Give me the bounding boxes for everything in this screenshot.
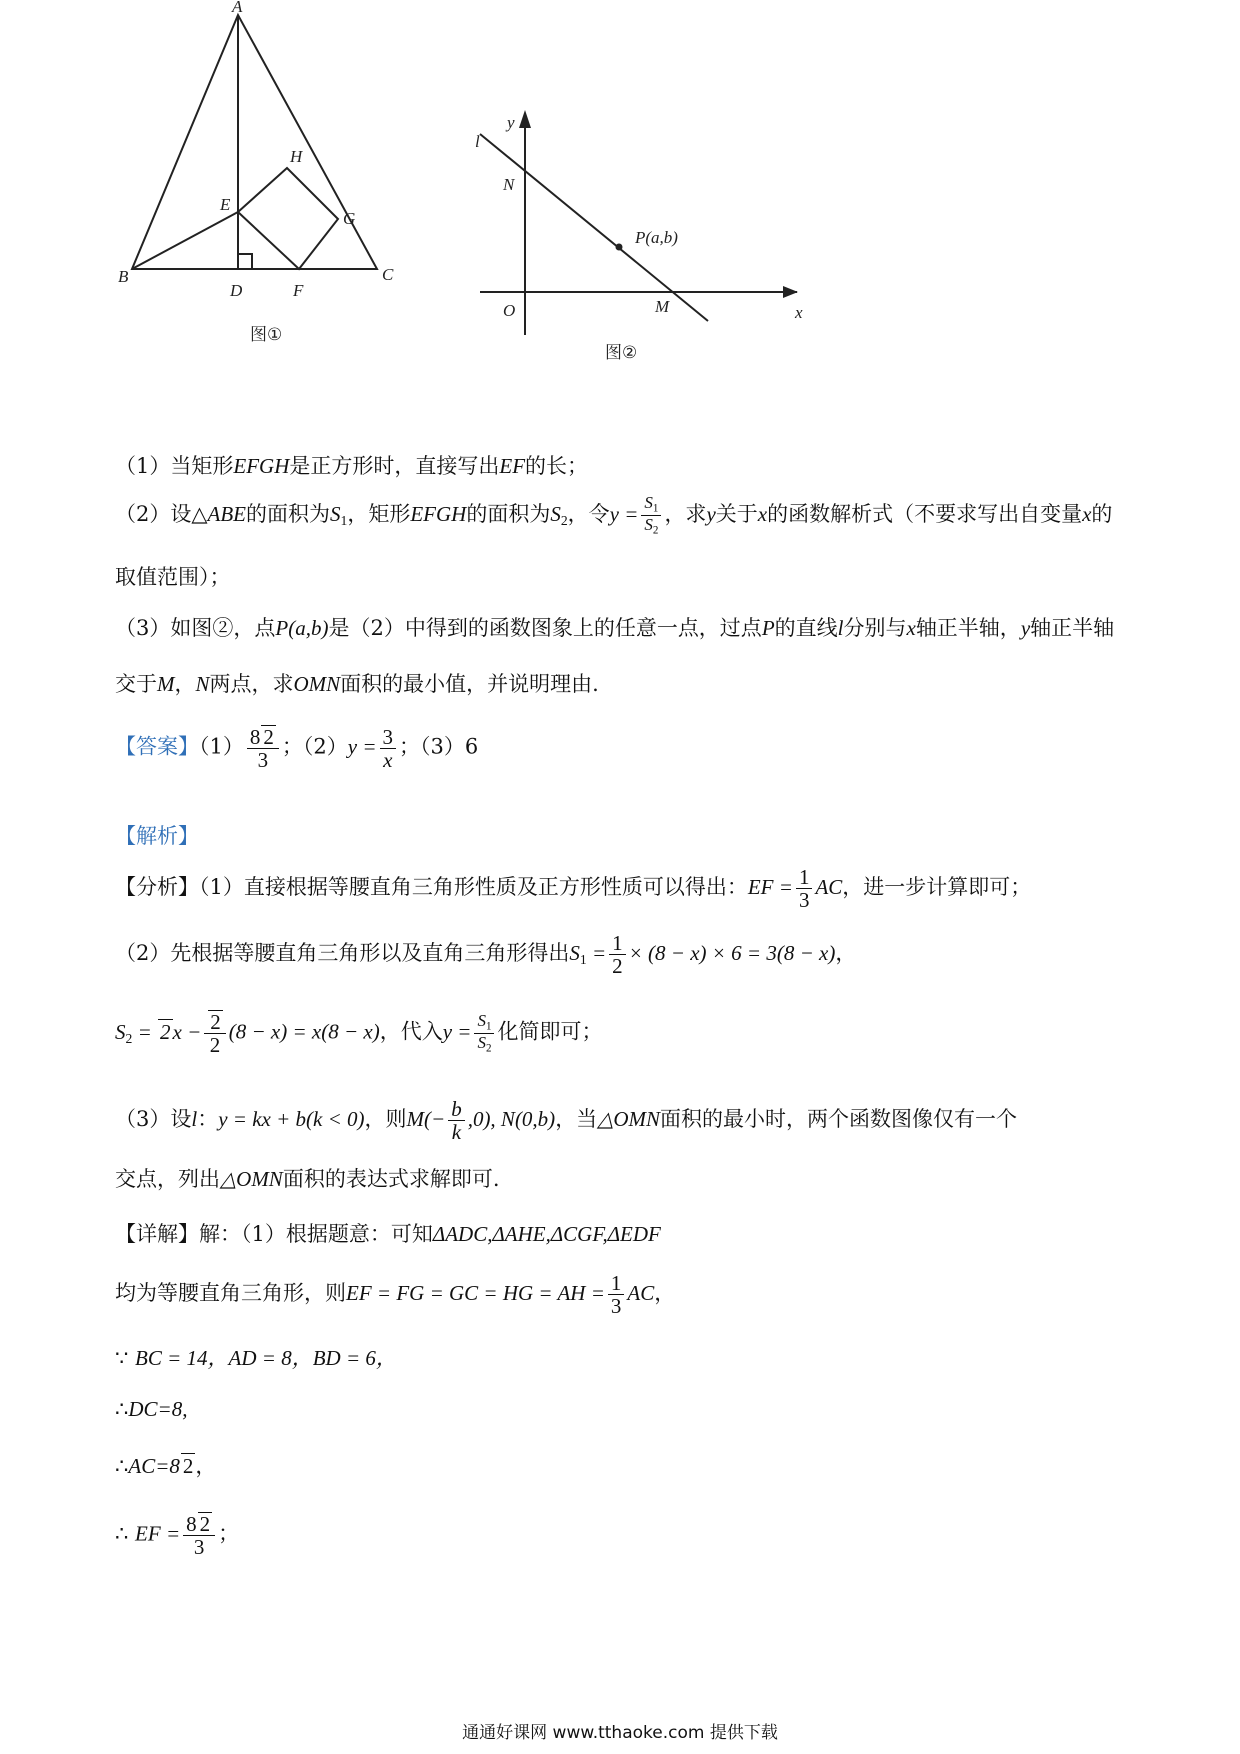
label-m: M xyxy=(655,297,670,316)
solution-line-2: 均为等腰直角三角形，则EF = FG = GC = HG = AH = $\frac{1}{3}$ AC， xyxy=(115,1271,676,1319)
analysis-part-1: 【分析】（1）直接根据等腰直角三角形性质及正方形性质可以得出：EF = $\frac{1}{3}$ AC，进一步计算即可； xyxy=(115,865,1032,913)
right-angle-mark xyxy=(238,254,252,269)
segment-be xyxy=(132,212,238,269)
analysis-part-3: （3）设l：y = kx + b(k < 0)，则M(− $\frac{b}{k}$ ,0), N(0,b)，当△OMN面积的最小时，两个函数图像仅有一个 xyxy=(115,1097,1018,1145)
figures xyxy=(0,0,1240,380)
solution-line-3: ∵ BC = 14，AD = 8，BD = 6， xyxy=(115,1346,397,1370)
x-axis-arrow xyxy=(783,286,798,298)
label-c: C xyxy=(382,265,394,284)
label-n: N xyxy=(503,175,515,194)
label-h: H xyxy=(290,147,303,166)
analysis-part-3b: 交点，列出△OMN面积的表达式求解即可. xyxy=(115,1167,500,1191)
solution-line-5: ∴AC=8 2， xyxy=(115,1454,217,1478)
analysis-part-2b: $S_2 = 2x$ − $\frac{2}{2}$ (8 − x) = x(8 − x)，代入y = $\frac{S_1}{S_2}$ 化简即可； xyxy=(115,1010,603,1058)
analysis-tag: 【解析】 xyxy=(115,824,199,848)
figure-1-caption: 图① xyxy=(250,325,283,345)
question-1: （1）当矩形EFGH是正方形时，直接写出EF的长； xyxy=(115,454,589,478)
solution-line-6: ∴ EF = $\frac{8 2}{3}$ ； xyxy=(115,1512,240,1560)
label-x: x xyxy=(795,303,803,322)
question-3: （3）如图②，点P(a,b)是（2）中得到的函数图象上的任意一点，过点P的直线l分别与x轴正半轴，y轴正半轴交于M，N两点，求OMN面积的最小值，并说明理由. xyxy=(115,616,1115,696)
figure-2-coordinate xyxy=(455,0,845,380)
point-p xyxy=(616,244,623,251)
label-g: G xyxy=(343,209,356,228)
label-b: B xyxy=(118,267,129,286)
y-axis-arrow xyxy=(519,110,531,128)
label-y: y xyxy=(507,113,515,132)
label-e: E xyxy=(220,195,231,214)
analysis-part-2: （2）先根据等腰直角三角形以及直角三角形得出$S_1$ = $\frac{1}{2}$ × (8 − x) × 6 = 3(8 − x)， xyxy=(115,931,857,979)
label-d: D xyxy=(230,281,243,300)
label-f: F xyxy=(293,281,304,300)
label-l: l xyxy=(475,132,480,151)
figure-2-caption: 图② xyxy=(605,343,638,363)
answer-line: 【答案】（1） $\frac{8 2}{3}$ ；（2）y = $\frac{3}{x}$ ；（3）6 xyxy=(115,724,479,773)
label-p: P(a,b) xyxy=(635,228,678,247)
triangle-abc xyxy=(132,15,377,269)
solution-line-4: ∴DC=8, xyxy=(115,1397,188,1421)
label-a: A xyxy=(232,0,243,16)
label-o: O xyxy=(503,301,516,320)
solution-line-1: 【详解】解：（1）根据题意：可知ΔADC,ΔAHE,ΔCGF,ΔEDF xyxy=(115,1222,661,1246)
question-2: （2）设△ABE的面积为$S_1$，矩形EFGH的面积为$S_2$，令y = $\frac{S_1}{S_2}$ ，求y关于x的函数解析式（不要求写出自变量x的取值范围）； xyxy=(115,493,1113,590)
footer: 通通好课网 www.tthaoke.com 提供下载 xyxy=(462,1723,778,1743)
